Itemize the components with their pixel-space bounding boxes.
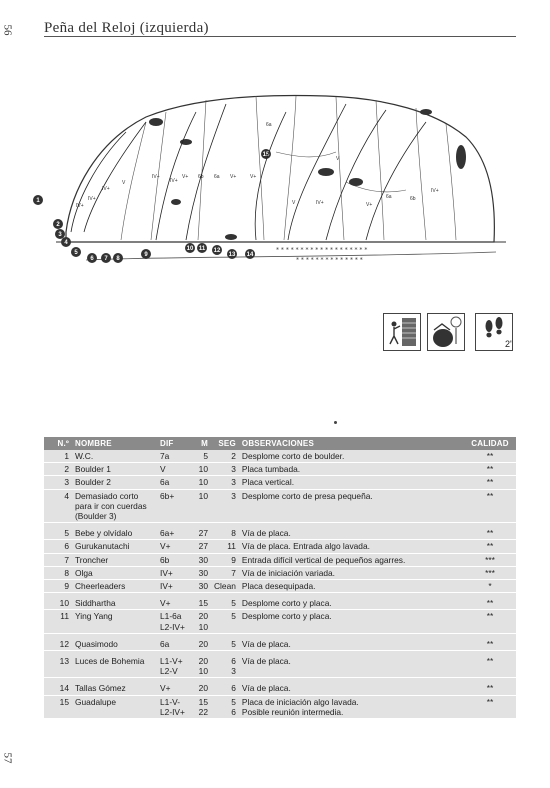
cell-line: 3 bbox=[231, 666, 236, 677]
cell-obs bbox=[239, 450, 464, 463]
cell-line: 20 bbox=[198, 656, 208, 667]
routes-table bbox=[44, 437, 516, 719]
cell-dif bbox=[157, 463, 191, 476]
rock-outline bbox=[66, 95, 494, 242]
cell-m bbox=[191, 523, 211, 540]
cell-no: 11 bbox=[44, 610, 72, 633]
cell-line: 6 bbox=[231, 656, 236, 667]
grade-label: 6b bbox=[198, 174, 204, 180]
cell-no: 9 bbox=[44, 580, 72, 593]
cell-calidad: ** bbox=[464, 463, 516, 476]
cell-seg bbox=[211, 450, 239, 463]
cell-dif bbox=[157, 695, 191, 718]
cell-nombre: Ying Yang bbox=[72, 610, 157, 633]
cell-line: 8 bbox=[231, 528, 236, 539]
route-number-7: 7 bbox=[104, 256, 108, 262]
cell-obs bbox=[239, 633, 464, 650]
table-row bbox=[44, 593, 516, 610]
page-number-bottom: 57 bbox=[1, 752, 14, 764]
cell-line: V+ bbox=[160, 683, 171, 694]
table-row bbox=[44, 678, 516, 695]
cell-m bbox=[191, 580, 211, 593]
cell-line: 7 bbox=[231, 567, 236, 578]
cell-line: Placa de iniciación algo lavada. bbox=[241, 696, 359, 707]
cell-seg bbox=[211, 580, 239, 593]
cell-line: L1-V- bbox=[160, 696, 181, 707]
cell-line: 3 bbox=[231, 477, 236, 488]
cell-line: V+ bbox=[160, 598, 171, 609]
cell-nombre: W.C. bbox=[72, 450, 157, 463]
cell-dif bbox=[157, 566, 191, 579]
cell-line: Desplome corto y placa. bbox=[241, 598, 332, 609]
cell-line: 27 bbox=[198, 541, 208, 552]
cell-m bbox=[191, 651, 211, 678]
cell-m bbox=[191, 633, 211, 650]
cell-calidad: ** bbox=[464, 610, 516, 633]
cell-dif bbox=[157, 678, 191, 695]
cell-line: 27 bbox=[198, 528, 208, 539]
cell-line: 20 bbox=[198, 638, 208, 649]
cell-line: 5 bbox=[203, 451, 208, 461]
cell-dif bbox=[157, 580, 191, 593]
grade-label: 6a bbox=[214, 174, 220, 180]
svg-text:⁎ ⁎ ⁎ ⁎ ⁎ ⁎ ⁎ ⁎ ⁎ ⁎ ⁎ ⁎ ⁎ ⁎ ⁎: ⁎ ⁎ ⁎ ⁎ ⁎ ⁎ ⁎ ⁎ ⁎ ⁎ ⁎ ⁎ ⁎ ⁎ ⁎ ⁎ ⁎ ⁎ ⁎ bbox=[276, 245, 368, 252]
decorative-dot bbox=[334, 421, 337, 424]
grade-label: V bbox=[122, 180, 126, 186]
header-m: M bbox=[191, 437, 211, 450]
cell-dif bbox=[157, 476, 191, 489]
route-number-15: 15 bbox=[262, 152, 270, 158]
sun-shade-icon bbox=[427, 313, 465, 351]
cell-line: 9 bbox=[231, 554, 236, 565]
table-row bbox=[44, 651, 516, 678]
cell-m bbox=[191, 476, 211, 489]
grade-label: IV+ bbox=[170, 178, 178, 184]
grade-label: V bbox=[292, 200, 296, 206]
cell-line: 10 bbox=[198, 490, 208, 501]
cell-line: 2 bbox=[231, 451, 236, 461]
cell-no: 6 bbox=[44, 540, 72, 553]
cell-seg bbox=[211, 633, 239, 650]
cell-line: Placa vertical. bbox=[241, 477, 295, 488]
cell-obs bbox=[239, 489, 464, 523]
cell-line: 10 bbox=[198, 477, 208, 488]
cell-line: L2-V bbox=[160, 666, 178, 677]
cell-seg bbox=[211, 678, 239, 695]
table-body bbox=[44, 450, 516, 719]
table-row bbox=[44, 553, 516, 566]
cell-no: 15 bbox=[44, 695, 72, 718]
cell-obs bbox=[239, 476, 464, 489]
cell-obs bbox=[239, 593, 464, 610]
cell-no: 1 bbox=[44, 450, 72, 463]
grade-label: V bbox=[336, 156, 340, 162]
grade-label: 6a bbox=[266, 122, 272, 128]
route-number-6: 6 bbox=[90, 256, 94, 262]
cell-line: 15 bbox=[198, 696, 208, 707]
cell-calidad: ** bbox=[464, 489, 516, 523]
cell-line: L2-IV+ bbox=[160, 706, 185, 717]
cell-dif bbox=[157, 489, 191, 523]
cell-seg bbox=[211, 489, 239, 523]
route-number-11: 11 bbox=[198, 246, 206, 252]
table-row bbox=[44, 463, 516, 476]
cell-obs bbox=[239, 523, 464, 540]
table-row bbox=[44, 566, 516, 579]
cell-seg bbox=[211, 540, 239, 553]
grade-label: V+ bbox=[182, 174, 189, 180]
cell-nombre: Cheerleaders bbox=[72, 580, 157, 593]
cell-seg bbox=[211, 593, 239, 610]
cell-calidad: ** bbox=[464, 476, 516, 489]
cell-line: 22 bbox=[198, 706, 208, 717]
cell-line: Desplome corto de boulder. bbox=[241, 451, 345, 461]
header-no: N.º bbox=[44, 437, 72, 450]
cell-line: Vía de placa. bbox=[241, 656, 291, 667]
cell-dif bbox=[157, 610, 191, 633]
table-row bbox=[44, 633, 516, 650]
cell-line: Vía de iniciación variada. bbox=[241, 567, 336, 578]
cell-dif bbox=[157, 540, 191, 553]
cell-calidad: ** bbox=[464, 678, 516, 695]
cell-dif bbox=[157, 593, 191, 610]
cell-obs bbox=[239, 695, 464, 718]
cell-line: L2-IV+ bbox=[160, 621, 185, 632]
cell-calidad: ** bbox=[464, 540, 516, 553]
cell-line: Placa tumbada. bbox=[241, 464, 301, 475]
cell-m bbox=[191, 695, 211, 718]
table-row bbox=[44, 610, 516, 633]
cell-nombre: Troncher bbox=[72, 553, 157, 566]
cell-line: 7a bbox=[160, 451, 170, 461]
header-seg: SEG bbox=[211, 437, 239, 450]
grade-label: 6b bbox=[410, 196, 416, 202]
cell-line: Posible reunión intermedia. bbox=[241, 706, 344, 717]
route-number-9: 9 bbox=[144, 252, 148, 258]
cell-no: 7 bbox=[44, 553, 72, 566]
route-number-4: 4 bbox=[64, 240, 68, 246]
cell-line: Entrada difícil vertical de pequeños agarres. bbox=[241, 554, 406, 565]
cell-obs bbox=[239, 463, 464, 476]
cell-nombre: Demasiado corto para ir con cuerdas (Boulder 3) bbox=[72, 489, 157, 523]
cell-obs bbox=[239, 540, 464, 553]
cell-nombre: Boulder 2 bbox=[72, 476, 157, 489]
cell-line: IV+ bbox=[160, 567, 173, 578]
cell-calidad: ** bbox=[464, 695, 516, 718]
cell-calidad: *** bbox=[464, 553, 516, 566]
grade-label: 6a bbox=[386, 194, 392, 200]
grade-label: V+ bbox=[250, 174, 257, 180]
grade-label: V+ bbox=[230, 174, 237, 180]
grade-label: IV+ bbox=[316, 200, 324, 206]
table-row bbox=[44, 476, 516, 489]
cell-line: Vía de placa. bbox=[241, 528, 291, 539]
cell-seg bbox=[211, 651, 239, 678]
cell-no: 10 bbox=[44, 593, 72, 610]
table-row bbox=[44, 489, 516, 523]
cell-line: IV+ bbox=[160, 581, 173, 592]
grade-label: IV+ bbox=[102, 186, 110, 192]
cell-line: V+ bbox=[160, 541, 171, 552]
grade-label: IV+ bbox=[152, 174, 160, 180]
cell-seg bbox=[211, 566, 239, 579]
route-number-10: 10 bbox=[186, 246, 194, 252]
cell-obs bbox=[239, 553, 464, 566]
table-row bbox=[44, 540, 516, 553]
table-row bbox=[44, 580, 516, 593]
cell-line: 11 bbox=[227, 541, 236, 552]
cell-line: 6 bbox=[231, 683, 236, 694]
cell-line: L1-6a bbox=[160, 611, 182, 622]
cell-dif bbox=[157, 523, 191, 540]
cell-line: 20 bbox=[198, 611, 208, 622]
cell-nombre: Siddhartha bbox=[72, 593, 157, 610]
cell-line: 30 bbox=[198, 581, 208, 592]
cell-line: 5 bbox=[231, 611, 236, 622]
cell-line: 30 bbox=[198, 567, 208, 578]
cell-line: 5 bbox=[231, 598, 236, 609]
cell-no: 4 bbox=[44, 489, 72, 523]
cell-line: Vía de placa. Entrada algo lavada. bbox=[241, 541, 370, 552]
cell-obs bbox=[239, 580, 464, 593]
cell-no: 3 bbox=[44, 476, 72, 489]
route-number-13: 13 bbox=[228, 252, 236, 258]
cell-seg bbox=[211, 610, 239, 633]
cell-line: 10 bbox=[198, 666, 208, 677]
route-number-2: 2 bbox=[56, 222, 60, 228]
cell-line: 6a bbox=[160, 477, 170, 488]
cell-calidad: ** bbox=[464, 450, 516, 463]
cell-seg bbox=[211, 523, 239, 540]
cell-line: 5 bbox=[231, 696, 236, 707]
cell-line: 30 bbox=[198, 554, 208, 565]
cell-line: Clean bbox=[214, 581, 236, 592]
cell-m bbox=[191, 450, 211, 463]
grade-label: V+ bbox=[366, 202, 373, 208]
cell-no: 14 bbox=[44, 678, 72, 695]
title-rule bbox=[44, 36, 516, 37]
cell-line: 10 bbox=[198, 621, 208, 632]
cell-obs bbox=[239, 566, 464, 579]
table-row bbox=[44, 695, 516, 718]
route-number-14: 14 bbox=[246, 252, 254, 258]
cell-dif bbox=[157, 553, 191, 566]
cell-line: 6 bbox=[231, 706, 236, 717]
cell-dif bbox=[157, 450, 191, 463]
cell-obs bbox=[239, 651, 464, 678]
cell-m bbox=[191, 678, 211, 695]
cell-line: 10 bbox=[198, 464, 208, 475]
cell-nombre: Luces de Bohemia bbox=[72, 651, 157, 678]
cell-no: 8 bbox=[44, 566, 72, 579]
approach-time: 2' bbox=[505, 339, 512, 349]
cell-m bbox=[191, 593, 211, 610]
cell-seg bbox=[211, 695, 239, 718]
wall-icon bbox=[383, 313, 421, 351]
cell-line: Placa desequipada. bbox=[241, 581, 316, 592]
route-number-12: 12 bbox=[213, 248, 221, 254]
cell-seg bbox=[211, 553, 239, 566]
cell-m bbox=[191, 566, 211, 579]
cell-line: 6b+ bbox=[160, 490, 175, 501]
cell-line: 5 bbox=[231, 638, 236, 649]
header-observaciones: OBSERVACIONES bbox=[239, 437, 464, 450]
route-number-5: 5 bbox=[74, 250, 78, 256]
cell-nombre: Tallas Gómez bbox=[72, 678, 157, 695]
cell-dif bbox=[157, 633, 191, 650]
cell-line: Vía de placa. bbox=[241, 638, 291, 649]
cell-no: 13 bbox=[44, 651, 72, 678]
cell-m bbox=[191, 610, 211, 633]
cell-calidad: ** bbox=[464, 593, 516, 610]
cell-calidad: ** bbox=[464, 633, 516, 650]
table-header-row bbox=[44, 437, 516, 450]
cell-line: 6a+ bbox=[160, 528, 175, 539]
cell-line: L1-V+ bbox=[160, 656, 183, 667]
grade-label: IV+ bbox=[88, 196, 96, 202]
cell-calidad: *** bbox=[464, 566, 516, 579]
route-number-1: 1 bbox=[36, 198, 40, 204]
cell-nombre: Quasimodo bbox=[72, 633, 157, 650]
cell-line: 6b bbox=[160, 554, 170, 565]
grade-label: IV+ bbox=[431, 188, 439, 194]
cell-m bbox=[191, 463, 211, 476]
page-number-top: 56 bbox=[1, 24, 14, 36]
cell-m bbox=[191, 489, 211, 523]
cell-line: 20 bbox=[198, 683, 208, 694]
cell-nombre: Boulder 1 bbox=[72, 463, 157, 476]
cell-m bbox=[191, 540, 211, 553]
cell-seg bbox=[211, 476, 239, 489]
cell-line: Desplome corto de presa pequeña. bbox=[241, 490, 373, 501]
header-nombre: NOMBRE bbox=[72, 437, 157, 450]
header-dif: DIF bbox=[157, 437, 191, 450]
cell-seg bbox=[211, 463, 239, 476]
cell-obs bbox=[239, 678, 464, 695]
cell-calidad: ** bbox=[464, 651, 516, 678]
cell-line: 6a bbox=[160, 638, 170, 649]
cell-line: 3 bbox=[231, 490, 236, 501]
page-title: Peña del Reloj (izquierda) bbox=[44, 20, 209, 36]
cell-no: 12 bbox=[44, 633, 72, 650]
cell-nombre: Olga bbox=[72, 566, 157, 579]
cell-m bbox=[191, 553, 211, 566]
header-calidad: CALIDAD bbox=[464, 437, 516, 450]
cell-line: 15 bbox=[198, 598, 208, 609]
cell-calidad: * bbox=[464, 580, 516, 593]
cell-nombre: Guadalupe bbox=[72, 695, 157, 718]
svg-text:⁎ ⁎ ⁎ ⁎ ⁎ ⁎ ⁎ ⁎ ⁎ ⁎ ⁎ ⁎ ⁎ ⁎: ⁎ ⁎ ⁎ ⁎ ⁎ ⁎ ⁎ ⁎ ⁎ ⁎ ⁎ ⁎ ⁎ ⁎ bbox=[296, 255, 363, 262]
table-row bbox=[44, 523, 516, 540]
cell-line: 3 bbox=[231, 464, 236, 475]
route-number-3: 3 bbox=[58, 232, 62, 238]
cell-nombre: Gurukanutachi bbox=[72, 540, 157, 553]
cell-line: Vía de placa. bbox=[241, 683, 291, 694]
grade-label: IV+ bbox=[76, 203, 84, 209]
cell-dif bbox=[157, 651, 191, 678]
cell-calidad: ** bbox=[464, 523, 516, 540]
cell-no: 2 bbox=[44, 463, 72, 476]
cell-no: 5 bbox=[44, 523, 72, 540]
route-number-8: 8 bbox=[116, 256, 120, 262]
cell-line: Desplome corto y placa. bbox=[241, 611, 332, 622]
table-row bbox=[44, 450, 516, 463]
cell-nombre: Bebe y olvídalo bbox=[72, 523, 157, 540]
topo-diagram bbox=[26, 82, 516, 277]
cell-line: V bbox=[160, 464, 166, 475]
cell-obs bbox=[239, 610, 464, 633]
